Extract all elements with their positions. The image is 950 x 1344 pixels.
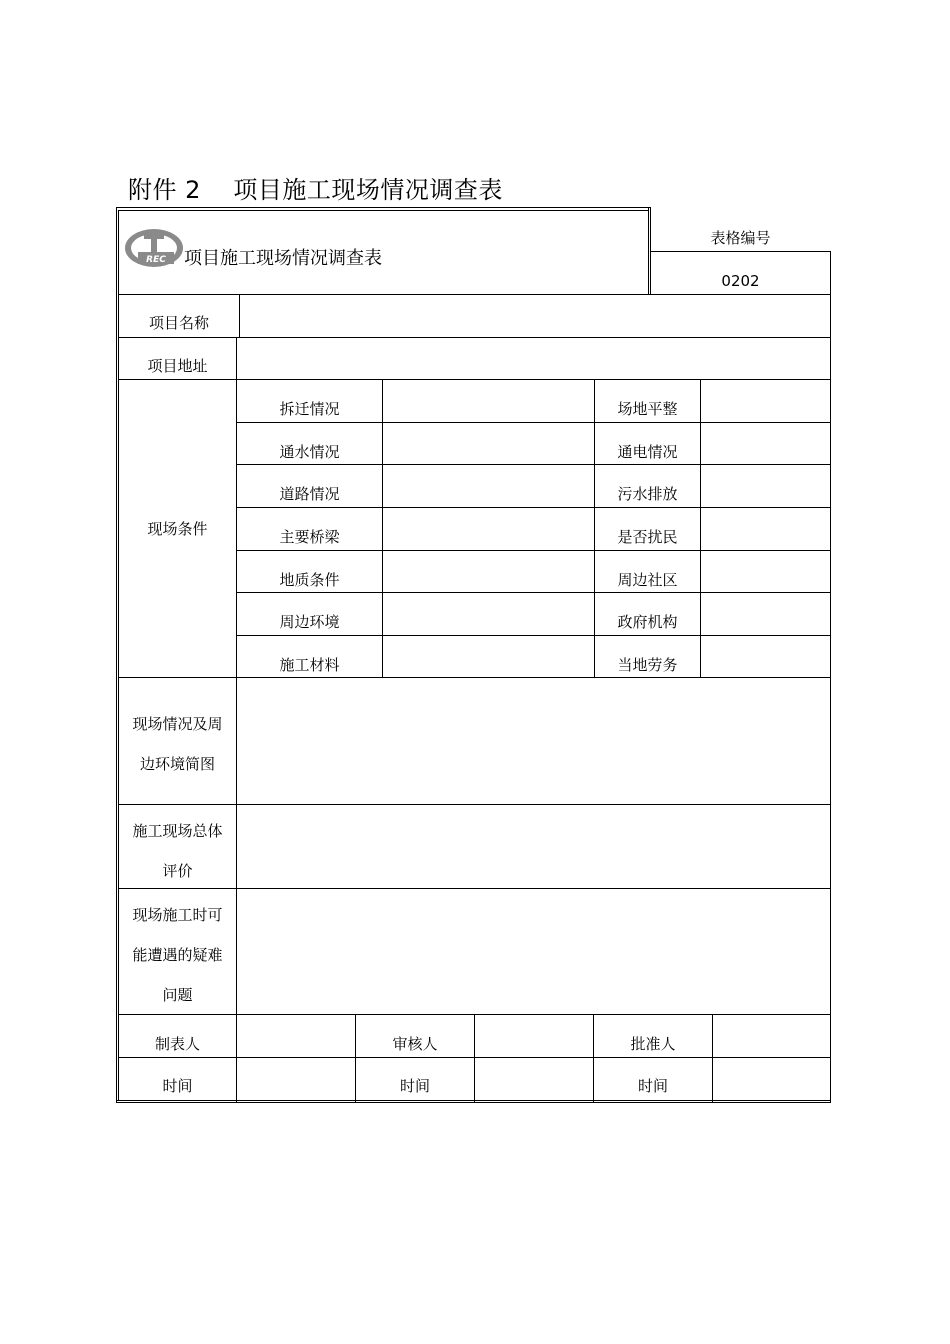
- site-conditions-label: 现场条件: [147, 520, 208, 538]
- condition-label-right: 周边社区: [617, 571, 678, 589]
- site-sketch-label: [119, 678, 236, 804]
- reviewed-by-label: 审核人: [392, 1035, 438, 1053]
- condition-label-right: 通电情况: [617, 443, 678, 461]
- condition-label-left: 地质条件: [279, 571, 340, 589]
- table-line: [116, 207, 117, 1102]
- overall-evaluation-field[interactable]: [237, 805, 830, 888]
- project-address-field[interactable]: [237, 338, 830, 379]
- possible-difficulties-label: [119, 889, 236, 1014]
- condition-label-left: 周边环境: [279, 613, 340, 631]
- condition-value-right[interactable]: [701, 508, 830, 550]
- condition-label-right: 是否扰民: [617, 528, 678, 546]
- condition-label-right: 当地劳务: [617, 656, 678, 674]
- condition-label-right: 污水排放: [617, 485, 678, 503]
- project-address-label: 项目地址: [147, 357, 208, 375]
- page-title: [128, 172, 503, 208]
- overall-evaluation-label: [119, 805, 236, 888]
- condition-value-right[interactable]: [701, 380, 830, 422]
- site-sketch-line1: 现场情况及周: [132, 715, 223, 733]
- svg-text:REC: REC: [146, 255, 166, 265]
- prepared-time-field[interactable]: [237, 1058, 355, 1100]
- condition-label-left: 通水情况: [279, 443, 340, 461]
- table-line: [648, 207, 649, 295]
- condition-value-left[interactable]: [383, 423, 594, 465]
- prepared-by-field[interactable]: [237, 1015, 355, 1057]
- condition-value-left[interactable]: [383, 593, 594, 635]
- difficulties-line2: 能遭遇的疑难: [132, 945, 223, 964]
- prepared-time-label: 时间: [162, 1077, 193, 1095]
- form-number-value: 0202: [721, 272, 760, 290]
- table-line: [116, 207, 650, 208]
- project-name-field[interactable]: [240, 295, 830, 336]
- condition-label-left: 道路情况: [279, 485, 340, 503]
- prepared-by-label: 制表人: [154, 1035, 200, 1053]
- approved-by-label: 批准人: [630, 1035, 676, 1053]
- form-title: 项目施工现场情况调查表: [184, 248, 382, 269]
- approved-by-field[interactable]: [713, 1015, 830, 1057]
- condition-label-left: 拆迁情况: [279, 400, 340, 418]
- reviewed-time-label: 时间: [399, 1077, 430, 1095]
- condition-label-left: 施工材料: [279, 656, 340, 674]
- evaluation-line1: 施工现场总体: [132, 821, 223, 840]
- attachment-label: 附件 2: [128, 176, 201, 204]
- document-title: 项目施工现场情况调查表: [233, 176, 503, 204]
- evaluation-line2: 评价: [162, 861, 193, 880]
- condition-label-left: 主要桥梁: [279, 528, 340, 546]
- difficulties-line1: 现场施工时可: [132, 905, 223, 924]
- condition-label-right: 政府机构: [617, 613, 678, 631]
- company-logo: [124, 226, 186, 270]
- condition-value-left[interactable]: [383, 551, 594, 593]
- condition-value-right[interactable]: [701, 465, 830, 507]
- condition-value-left[interactable]: [383, 508, 594, 550]
- difficulties-line3: 问题: [162, 985, 193, 1004]
- project-name-label: 项目名称: [148, 314, 209, 332]
- site-sketch-line2: 边环境简图: [139, 755, 215, 773]
- form-number-label: 表格编号: [710, 229, 771, 247]
- condition-value-left[interactable]: [383, 380, 594, 422]
- possible-difficulties-field[interactable]: [237, 889, 830, 1014]
- condition-label-right: 场地平整: [617, 400, 678, 418]
- condition-value-right[interactable]: [701, 593, 830, 635]
- condition-value-right[interactable]: [701, 423, 830, 465]
- site-sketch-field[interactable]: [237, 678, 830, 804]
- condition-value-left[interactable]: [383, 636, 594, 678]
- condition-value-left[interactable]: [383, 465, 594, 507]
- approved-time-field[interactable]: [713, 1058, 830, 1100]
- table-line: [118, 210, 648, 211]
- table-line: [116, 1102, 831, 1103]
- condition-value-right[interactable]: [701, 636, 830, 678]
- condition-value-right[interactable]: [701, 551, 830, 593]
- approved-time-label: 时间: [637, 1077, 668, 1095]
- reviewed-by-field[interactable]: [475, 1015, 593, 1057]
- reviewed-time-field[interactable]: [475, 1058, 593, 1100]
